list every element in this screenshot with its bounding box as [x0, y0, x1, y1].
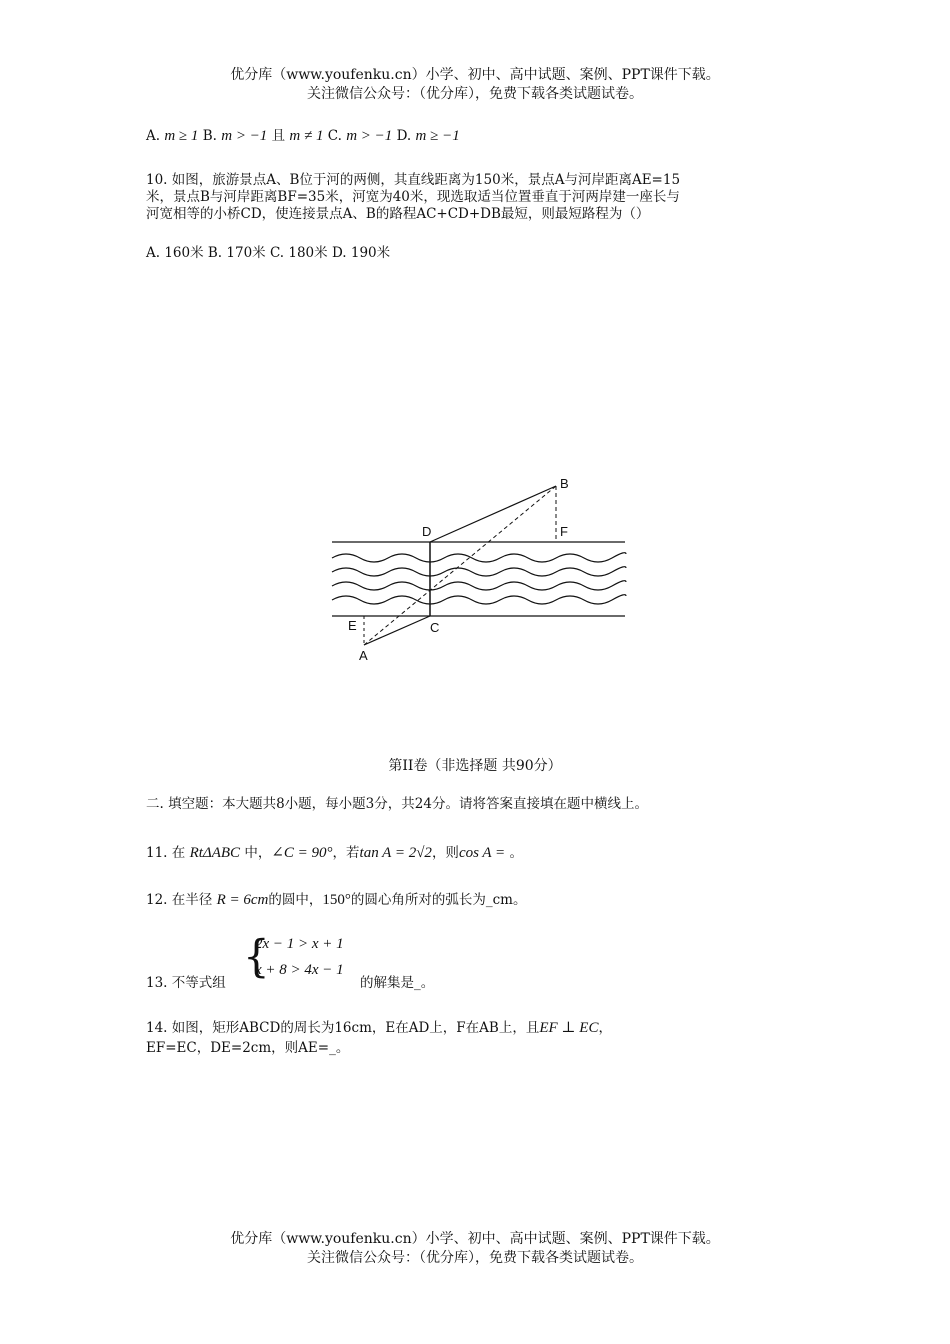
segment-db	[430, 486, 556, 542]
q9-options	[146, 128, 460, 145]
q14-text-2: ，	[598, 1020, 612, 1036]
segment-ab-dashed	[364, 486, 556, 645]
q13-inequality-2: x + 8 > 4x − 1	[255, 962, 344, 978]
q12-text-1: 的圆中，	[268, 892, 323, 908]
label-d: D	[422, 524, 432, 539]
section-2-intro: 二. 填空题：本大题共8小题，每小题3分，共24分。请将答案直接填在题中横线上。	[146, 796, 648, 812]
header-line-2: 关注微信公众号：（优分库），免费下载各类试题试卷。	[307, 86, 643, 102]
q11-expr-angle: ∠C = 90°	[271, 845, 333, 861]
q10-line-2: 米，景点B与河岸距离BF=35米，河宽为40米，现选取适当位置垂直于河两岸建一座长与	[146, 189, 680, 205]
q12-text-2: 的圆心角所对的弧长为_cm。	[350, 892, 527, 908]
label-b: B	[560, 476, 569, 491]
q10-line-1: 10. 如图，旅游景点A、B位于河的两侧，其直线距离为150米，景点A与河岸距离AE=15	[146, 172, 681, 188]
q11-expr-tan: tan A = 2√2	[359, 845, 432, 861]
q9-option-d-expr: m ≥ −1	[415, 128, 460, 144]
q12-expr-radius: R = 6cm	[216, 892, 269, 908]
footer-line-2: 关注微信公众号：（优分库），免费下载各类试题试卷。	[307, 1250, 643, 1266]
q11-number: 11. 在	[146, 845, 186, 861]
q14-line-1	[146, 1020, 612, 1037]
q9-option-c-expr: m > −1	[346, 128, 393, 144]
q13-inequality-1: 2x − 1 > x + 1	[255, 936, 344, 952]
q11-text-3: ，则	[431, 845, 459, 861]
q14-expr: EF ⊥ EC	[539, 1020, 599, 1036]
q9-option-d-label: D.	[396, 128, 412, 144]
section-2-title: 第II卷（非选择题 共90分）	[388, 758, 562, 774]
q10-line-3: 河宽相等的小桥CD，使连接景点A、B的路程AC+CD+DB最短，则最短路程为（）	[146, 206, 650, 222]
page-footer	[0, 1230, 950, 1268]
q12-number: 12. 在半径	[146, 892, 213, 908]
q9-option-a-label: A.	[146, 128, 161, 144]
page-header	[0, 66, 950, 104]
q11-expr-triangle: RtΔABC	[189, 845, 241, 861]
q12	[146, 892, 526, 909]
q11-text-4: 。	[505, 845, 523, 861]
header-line-1: 优分库（www.youfenku.cn）小学、初中、高中试题、案例、PPT课件下载。	[230, 67, 720, 83]
q13-brace: {	[243, 930, 270, 983]
q12-expr-angle: 150°	[322, 892, 351, 908]
river-bridge-figure	[320, 470, 640, 670]
q11-expr-cos: cos A =	[458, 845, 506, 861]
q9-option-b-label: B.	[202, 128, 217, 144]
label-e: E	[348, 618, 357, 633]
q13-after: 的解集是_。	[360, 975, 435, 991]
q9-option-b-and: 且	[271, 128, 286, 144]
q11	[146, 845, 523, 862]
q11-text-2: ，若	[332, 845, 360, 861]
q11-text-1: 中，	[240, 845, 272, 861]
q14-line-2: EF=EC，DE=2cm，则AE=_。	[146, 1040, 350, 1056]
river-waves	[332, 553, 626, 604]
footer-line-1: 优分库（www.youfenku.cn）小学、初中、高中试题、案例、PPT课件下载。	[230, 1231, 720, 1247]
label-f: F	[560, 524, 568, 539]
q9-option-b-expr2: m ≠ 1	[289, 128, 324, 144]
q9-option-b-expr1: m > −1	[221, 128, 268, 144]
segment-ac	[364, 616, 430, 645]
q13-before: 13. 不等式组	[146, 975, 226, 991]
label-a: A	[359, 648, 368, 663]
q9-option-a-expr: m ≥ 1	[164, 128, 199, 144]
q10-options: A. 160米 B. 170米 C. 180米 D. 190米	[146, 245, 391, 261]
q14-text-1: 14. 如图，矩形ABCD的周长为16cm，E在AD上，F在AB上，且	[146, 1020, 540, 1036]
label-c: C	[430, 620, 440, 635]
q9-option-c-label: C.	[327, 128, 342, 144]
